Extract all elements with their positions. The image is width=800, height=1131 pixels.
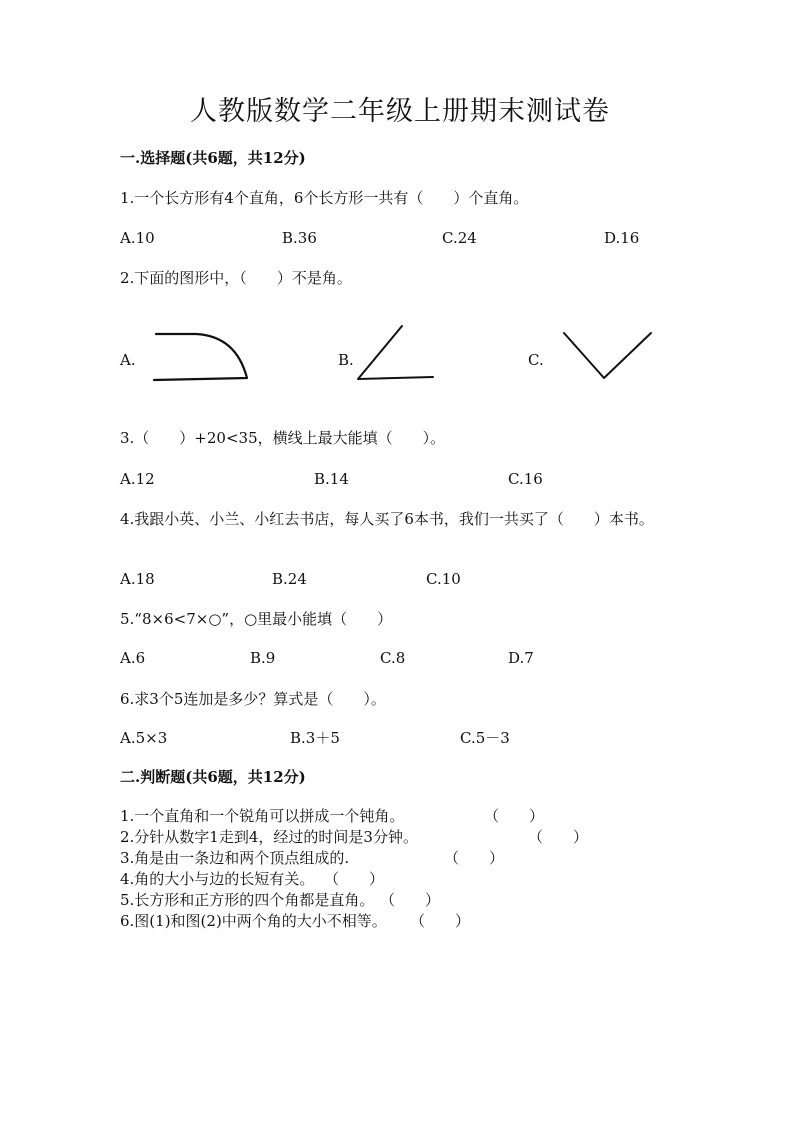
- tf-item-4: 4.角的大小与边的长短有关。: [120, 870, 315, 888]
- question-2: 2.下面的图形中，（ ）不是角。: [120, 269, 352, 287]
- tf-item-2: 2.分针从数字1走到4，经过的时间是3分钟。: [120, 828, 418, 846]
- tf-item-3: 3.角是由一条边和两个顶点组成的.: [120, 849, 350, 867]
- q6-option-b: B.3＋5: [290, 729, 340, 747]
- q3-option-c: C.16: [508, 470, 543, 488]
- q4-option-b: B.24: [272, 570, 307, 588]
- q2-figure-c-angle: [558, 328, 656, 384]
- question-6: 6.求3个5连加是多少？算式是（ ）。: [120, 690, 386, 708]
- q5-option-a: A.6: [120, 649, 146, 667]
- tf-item-1: 1.一个直角和一个锐角可以拼成一个钝角。: [120, 807, 405, 825]
- q2-option-b: B.: [338, 351, 354, 369]
- tf-answer-blank-6[interactable]: （ ）: [410, 912, 471, 930]
- q1-option-c: C.24: [442, 229, 477, 247]
- tf-answer-blank-1[interactable]: （ ）: [484, 807, 545, 825]
- question-5: 5.“8×6<7×○”，○里最小能填（ ）: [120, 610, 393, 628]
- section-heading-judgement: 二.判断题(共6题，共12分): [120, 768, 306, 786]
- q2-figure-b-angle: [352, 322, 438, 384]
- question-3: 3.（ ）+20<35，横线上最大能填（ ）。: [120, 429, 446, 447]
- tf-item-6: 6.图(1)和图(2)中两个角的大小不相等。: [120, 912, 387, 930]
- q6-option-c: C.5－3: [460, 729, 510, 747]
- tf-answer-blank-4[interactable]: （ ）: [324, 870, 385, 888]
- tf-answer-blank-5[interactable]: （ ）: [380, 891, 441, 909]
- tf-item-5: 5.长方形和正方形的四个角都是直角。: [120, 891, 375, 909]
- q2-figure-a-curve: [148, 326, 252, 386]
- q4-option-a: A.18: [120, 570, 155, 588]
- q3-option-b: B.14: [314, 470, 349, 488]
- q2-option-a: A.: [120, 351, 136, 369]
- page-title: 人教版数学二年级上册期末测试卷: [190, 96, 610, 127]
- q3-option-a: A.12: [120, 470, 155, 488]
- q1-option-d: D.16: [604, 229, 640, 247]
- q6-option-a: A.5×3: [120, 729, 168, 747]
- q2-option-c: C.: [528, 351, 544, 369]
- q5-option-c: C.8: [380, 649, 406, 667]
- question-4: 4.我跟小英、小兰、小红去书店，每人买了6本书，我们一共买了（ ）本书。: [120, 510, 654, 528]
- q5-option-d: D.7: [508, 649, 534, 667]
- tf-answer-blank-2[interactable]: （ ）: [528, 828, 589, 846]
- tf-answer-blank-3[interactable]: （ ）: [444, 849, 505, 867]
- q1-option-b: B.36: [282, 229, 317, 247]
- question-1: 1.一个长方形有4个直角，6个长方形一共有（ ）个直角。: [120, 189, 529, 207]
- q5-option-b: B.9: [250, 649, 276, 667]
- q4-option-c: C.10: [426, 570, 461, 588]
- section-heading-choice: 一.选择题(共6题，共12分): [120, 149, 306, 167]
- q1-option-a: A.10: [120, 229, 155, 247]
